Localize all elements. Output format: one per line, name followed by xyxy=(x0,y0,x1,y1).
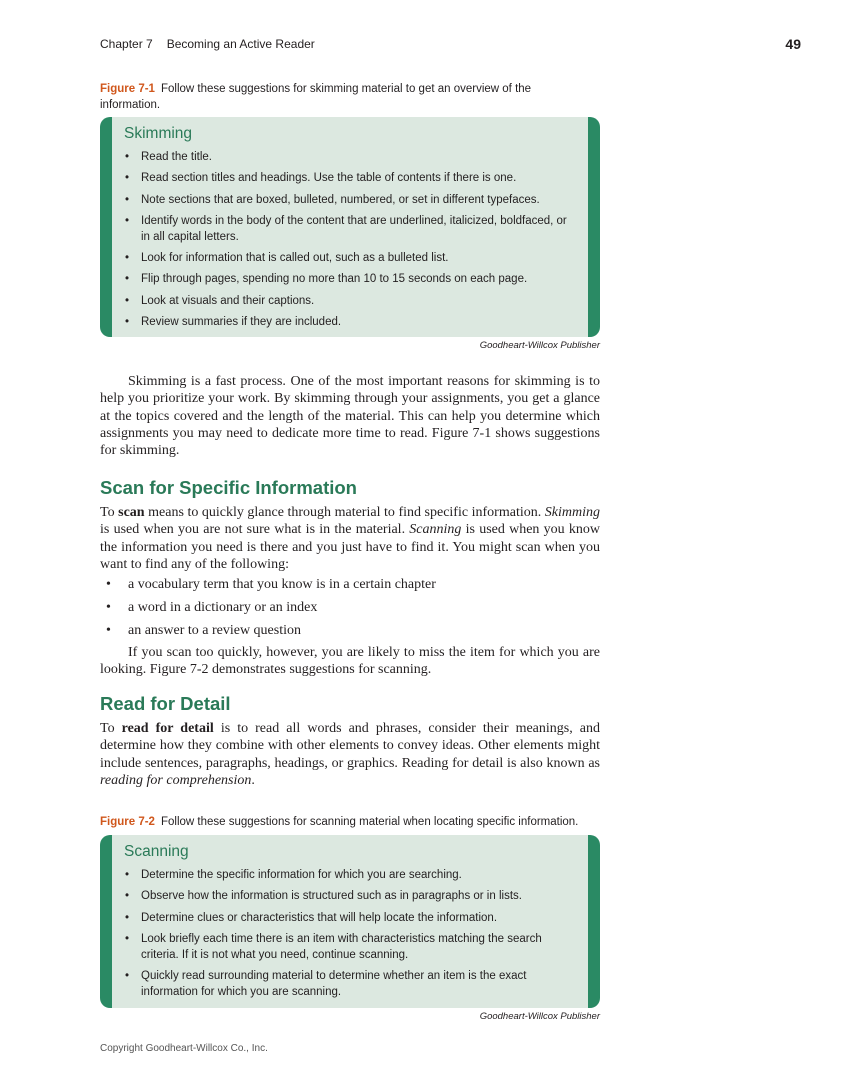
list-item: • a vocabulary term that you know is in a certain chapter xyxy=(100,573,600,596)
list-item: • Read the title. xyxy=(124,149,576,165)
figure-credit: Goodheart-Willcox Publisher xyxy=(479,340,600,351)
box-title: Scanning xyxy=(124,843,189,860)
list-item: • Review summaries if they are included. xyxy=(124,314,576,330)
list-item: • Note sections that are boxed, bulleted, numbered, or set in different typefaces. xyxy=(124,192,576,208)
paragraph: If you scan too quickly, however, you are likely to miss the item for which you are looking. Figure 7-2 demonstrates suggestions for scanning. xyxy=(100,645,600,678)
list-item: • Look briefly each time there is an item with characteristics matching the search criteria. If it is not what you need, continue scanning. xyxy=(124,931,576,963)
scanning-list xyxy=(124,867,576,1000)
running-header xyxy=(100,37,315,51)
list-item: • Read section titles and headings. Use the table of contents if there is one. xyxy=(124,170,576,186)
box-title: Skimming xyxy=(124,125,193,142)
caption-text: Follow these suggestions for scanning material when locating specific information. xyxy=(160,816,579,828)
figure-label: Figure 7-2 xyxy=(100,816,155,828)
list-item: • Determine clues or characteristics that will help locate the information. xyxy=(124,910,576,926)
chapter-title: Becoming an Active Reader xyxy=(166,37,315,51)
paragraph: Skimming is a fast process. One of the most important reasons for skimming is to help you prioritize your work. By skimming through your assignments, you get a glance at the topics covered and the length of the material. This can help you determine which assignments you may need to dedicate more time to read. Figure 7-1 shows suggestions for skimming. xyxy=(100,374,600,459)
list-item: • Determine the specific information for which you are searching. xyxy=(124,867,576,883)
caption-text: Follow these suggestions for skimming material to get an overview of the information. xyxy=(100,83,532,111)
chapter-label: Chapter 7 xyxy=(100,37,153,51)
list-item: • an answer to a review question xyxy=(100,619,600,642)
copyright: Copyright Goodheart-Willcox Co., Inc. xyxy=(100,1043,268,1054)
section-heading: Read for Detail xyxy=(100,693,231,714)
figure-7-2-caption xyxy=(100,814,620,830)
list-item: • Flip through pages, spending no more than 10 to 15 seconds on each page. xyxy=(124,271,576,287)
list-item: • a word in a dictionary or an index xyxy=(100,596,600,619)
section-heading: Scan for Specific Information xyxy=(100,477,357,498)
skimming-box xyxy=(100,117,600,337)
scanning-box xyxy=(100,835,600,1008)
paragraph: To scan means to quickly glance through material to find specific information. Skimming is used when you are not sure what is in the material. Scanning is used when you know the information you need is there and you just have to find it. You might scan when you want to find any of the following: xyxy=(100,505,600,572)
page-number: 49 xyxy=(785,36,801,52)
figure-7-1-caption xyxy=(100,81,570,113)
list-item: • Look for information that is called out, such as a bulleted list. xyxy=(124,250,576,266)
key-term: scan xyxy=(118,505,145,520)
paragraph: To read for detail is to read all words and phrases, consider their meanings, and determine how they combine with other elements to convey ideas. Other elements might include sentences, paragraphs, headings, or graphics. Reading for detail is also known as reading for comprehension. xyxy=(100,721,601,788)
skimming-list xyxy=(124,149,576,330)
figure-credit: Goodheart-Willcox Publisher xyxy=(479,1011,600,1022)
figure-label: Figure 7-1 xyxy=(100,83,155,95)
list-item: • Look at visuals and their captions. xyxy=(124,293,576,309)
list-item: • Quickly read surrounding material to determine whether an item is the exact information for which you are scanning. xyxy=(124,968,576,1000)
list-item: • Identify words in the body of the content that are underlined, italicized, boldfaced, or in all capital letters. xyxy=(124,213,576,245)
key-term: read for detail xyxy=(121,721,214,736)
list-item: • Observe how the information is structured such as in paragraphs or in lists. xyxy=(124,888,576,904)
scan-list xyxy=(100,573,600,642)
